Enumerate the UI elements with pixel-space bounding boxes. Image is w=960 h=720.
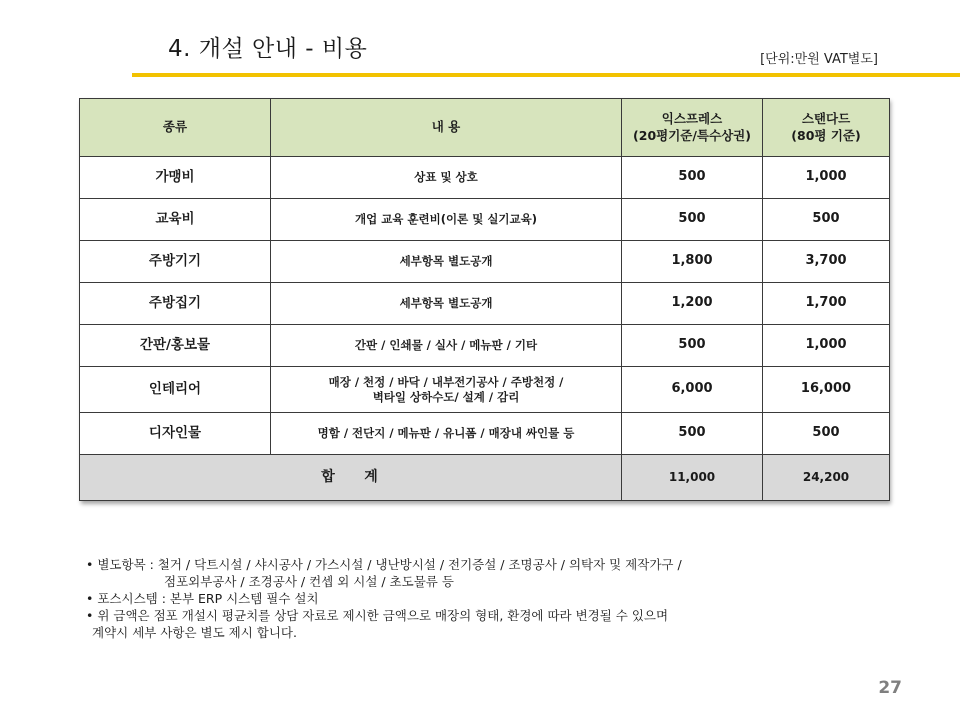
total-label: [80, 455, 622, 501]
row-category: 디자인물: [80, 413, 271, 455]
row-category: 간판/홍보물: [80, 325, 271, 367]
total-row: [80, 455, 890, 501]
header-express-name: 익스프레스: [661, 111, 723, 127]
row-content: 개업 교육 훈련비(이론 및 실기교육): [271, 199, 622, 241]
row-content-line: 매장 / 천정 / 바닥 / 내부전기공사 / 주방천정 /: [328, 374, 564, 389]
row-content: 세부항목 별도공개: [271, 283, 622, 325]
row-category: 주방집기: [80, 283, 271, 325]
row-express-value: 500: [622, 325, 763, 367]
row-express-value: 1,200: [622, 283, 763, 325]
note-price-disclaimer: • 위 금액은 점포 개설시 평균치를 상담 자료로 제시한 금액으로 매장의 형태, 환경에 따라 변경될 수 있으며: [86, 608, 669, 623]
row-content-line: 벽타일 상하수도/ 설계 / 감리: [372, 389, 520, 404]
row-content: 세부항목 별도공개: [271, 241, 622, 283]
note-price-disclaimer-cont: 계약시 세부 사항은 별도 제시 합니다.: [92, 625, 297, 640]
table-row: [80, 283, 890, 325]
notes-section: [86, 556, 866, 641]
row-standard-value: 1,000: [763, 325, 890, 367]
row-content: 명함 / 전단지 / 메뉴판 / 유니폼 / 매장내 싸인물 등: [271, 413, 622, 455]
note-pos-system: • 포스시스템 : 본부 ERP 시스템 필수 설치: [86, 591, 319, 606]
cost-table: [79, 98, 890, 501]
row-express-value: 1,800: [622, 241, 763, 283]
table-row: [80, 199, 890, 241]
page-title: 4. 개설 안내 - 비용: [168, 36, 368, 62]
total-express-value: 11,000: [622, 455, 763, 501]
table-row: [80, 413, 890, 455]
total-standard-value: 24,200: [763, 455, 890, 501]
header-standard-basis: (80평 기준): [791, 127, 861, 143]
row-content: 간판 / 인쇄물 / 실사 / 메뉴판 / 기타: [271, 325, 622, 367]
table-row: [80, 157, 890, 199]
table-row: [80, 325, 890, 367]
cost-table-container: [79, 98, 889, 501]
header-express: [622, 99, 763, 157]
row-category: 인테리어: [80, 367, 271, 413]
row-standard-value: 3,700: [763, 241, 890, 283]
row-express-value: 500: [622, 199, 763, 241]
row-category: 가맹비: [80, 157, 271, 199]
row-express-value: 500: [622, 157, 763, 199]
header-standard: [763, 99, 890, 157]
page-number: 27: [878, 678, 902, 698]
note-separate-items-cont: 점포외부공사 / 조경공사 / 컨셉 외 시설 / 초도물류 등: [164, 574, 454, 589]
table-header-row: [80, 99, 890, 157]
row-content: 상표 및 상호: [271, 157, 622, 199]
row-standard-value: 500: [763, 199, 890, 241]
row-standard-value: 1,000: [763, 157, 890, 199]
header-express-basis: (20평기준/특수상권): [633, 127, 751, 143]
row-standard-value: 1,700: [763, 283, 890, 325]
row-standard-value: 500: [763, 413, 890, 455]
table-row: [80, 241, 890, 283]
row-express-value: 6,000: [622, 367, 763, 413]
row-category: 교육비: [80, 199, 271, 241]
total-label-text: 합 계: [321, 469, 380, 486]
title-underline: [132, 73, 960, 77]
header-content: 내 용: [271, 99, 622, 157]
unit-note: [단위:만원 VAT별도]: [760, 52, 878, 67]
row-content: [271, 367, 622, 413]
note-separate-items: • 별도항목 : 철거 / 닥트시설 / 샤시공사 / 가스시설 / 냉난방시설 / 전기증설 / 조명공사 / 의탁자 및 제작가구 /: [86, 557, 682, 572]
row-category: 주방기기: [80, 241, 271, 283]
row-standard-value: 16,000: [763, 367, 890, 413]
table-row: [80, 367, 890, 413]
header-category: 종류: [80, 99, 271, 157]
header-standard-name: 스탠다드: [801, 111, 851, 127]
row-express-value: 500: [622, 413, 763, 455]
